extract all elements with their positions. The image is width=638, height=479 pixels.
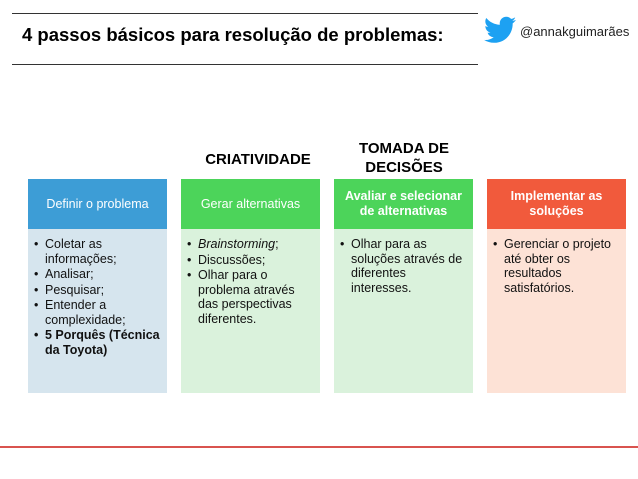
step-list xyxy=(493,237,620,295)
step-list xyxy=(187,237,314,326)
step-header: Definir o problema xyxy=(28,179,167,229)
twitter-handle[interactable]: @annakguimarães xyxy=(520,24,630,39)
step-header: Implementar as soluções xyxy=(487,179,626,229)
stage-label-decision xyxy=(334,139,474,177)
list-item-suffix: ; xyxy=(275,237,279,251)
list-item-emphasis: Brainstorming xyxy=(198,237,276,251)
list-item: • Entender a complexidade; xyxy=(34,298,161,327)
step-body xyxy=(181,229,320,393)
step-header: Avaliar e selecionar de alternativas xyxy=(334,179,473,229)
step-header: Gerar alternativas xyxy=(181,179,320,229)
stage-label-creativity: CRIATIVIDADE xyxy=(205,151,311,168)
step-body xyxy=(28,229,167,393)
list-item: • Gerenciar o projeto até obter os resultados satisfatórios. xyxy=(493,237,620,295)
stage-label-decision-line1: TOMADA DE xyxy=(359,140,449,157)
step-list xyxy=(34,237,161,357)
stage-label-decision-line2: DECISÕES xyxy=(365,159,443,176)
step-column-define xyxy=(28,179,167,393)
list-item: • Coletar as informações; xyxy=(34,237,161,266)
list-item: • Discussões; xyxy=(187,253,314,268)
header-top-rule xyxy=(12,13,478,14)
list-item: • Pesquisar; xyxy=(34,283,161,298)
step-column-implement xyxy=(487,179,626,393)
header-bottom-rule xyxy=(12,64,478,65)
list-item: • Analisar; xyxy=(34,267,161,282)
list-item: • 5 Porquês (Técnica da Toyota) xyxy=(34,328,161,357)
twitter-bird-icon xyxy=(484,16,516,44)
step-body xyxy=(487,229,626,393)
step-body xyxy=(334,229,473,393)
list-item: • Olhar para o problema através das perspectivas diferentes. xyxy=(187,268,314,326)
step-list xyxy=(340,237,467,295)
step-column-generate xyxy=(181,179,320,393)
footer-rule xyxy=(0,446,638,448)
list-item xyxy=(187,237,314,252)
list-item: • Olhar para as soluções através de diferentes interesses. xyxy=(340,237,467,295)
page-title: 4 passos básicos para resolução de problemas: xyxy=(22,24,444,45)
step-column-evaluate xyxy=(334,179,473,393)
